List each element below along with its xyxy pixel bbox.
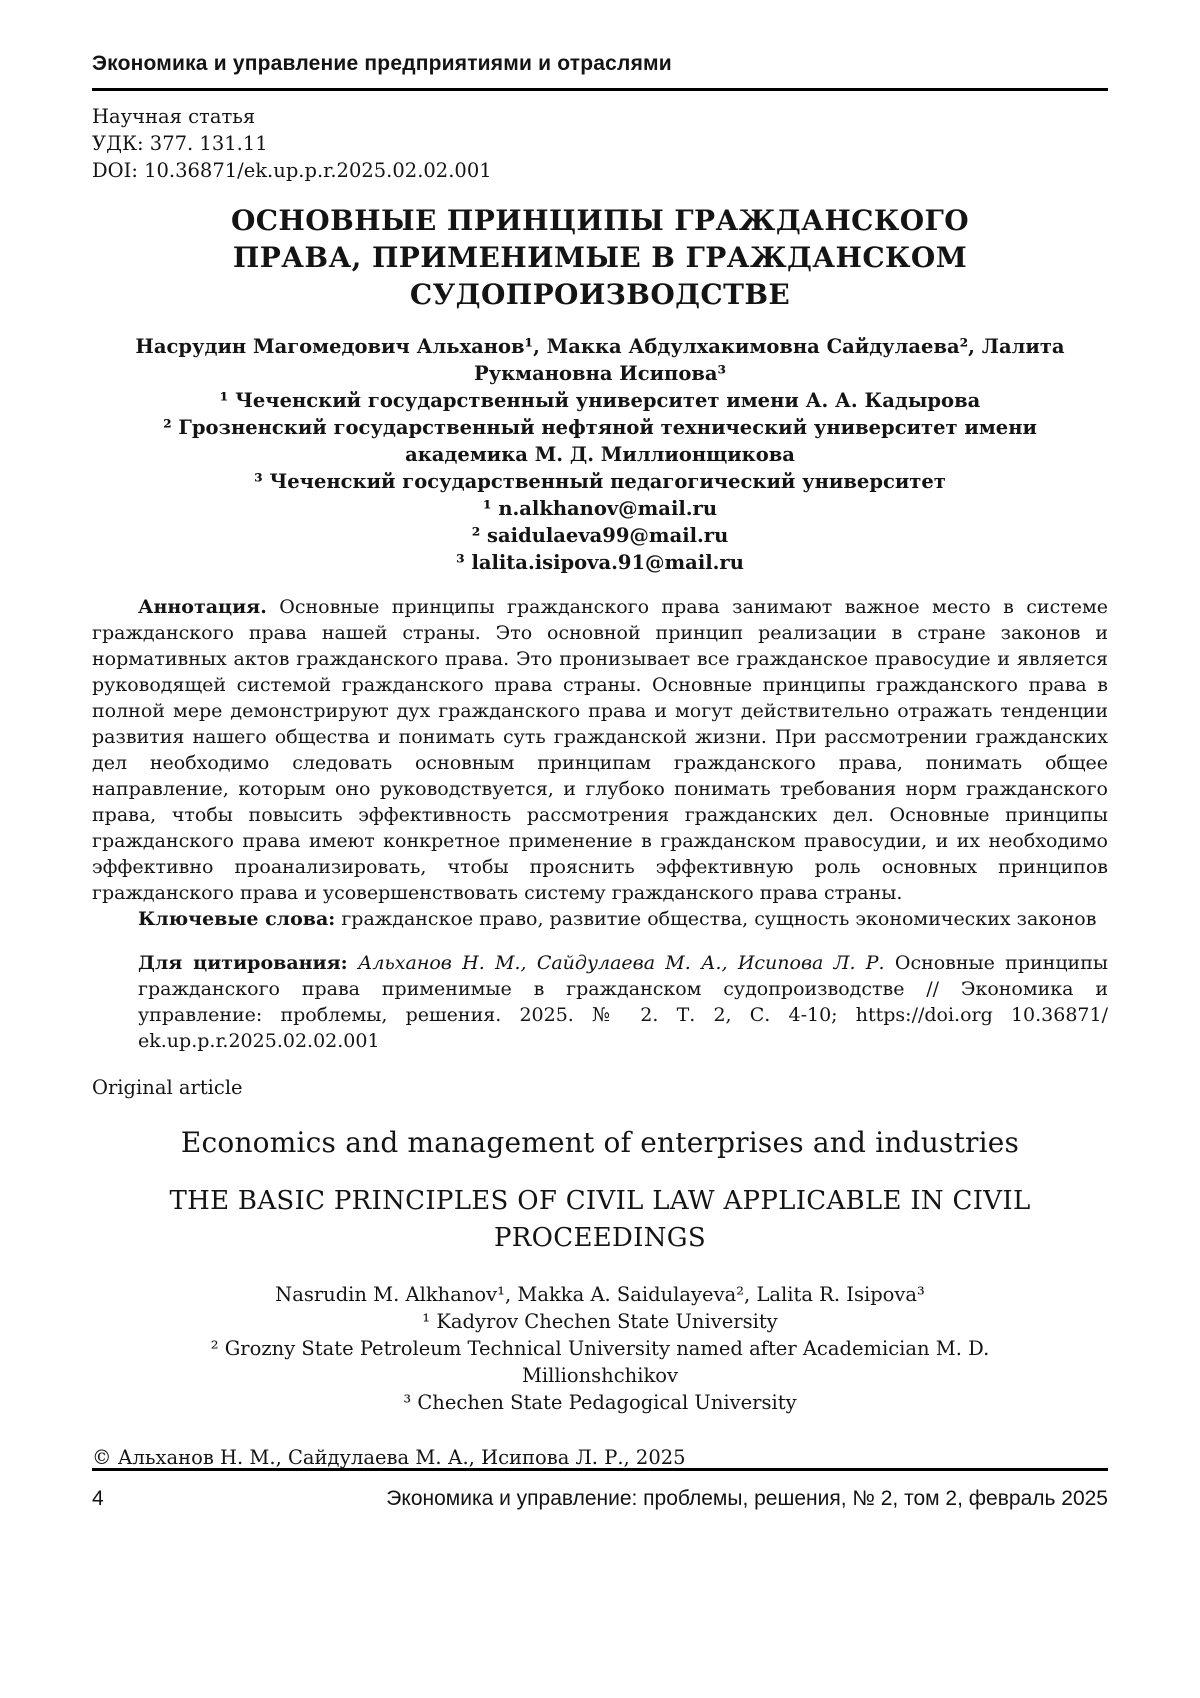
doi-number: DOI: 10.36871/ek.up.p.r.2025.02.02.001 [92,159,492,182]
author-email-3: ³ lalita.isipova.91@mail.ru [456,551,744,574]
citation-authors: Альханов Н. М., Сайдулаева М. А., Исипова Л. Р. [347,952,885,974]
keywords-text: гражданское право, развитие общества, сущность экономических законов [335,908,1097,930]
affiliation-en-2: ² Grozny State Petroleum Technical University named after Academician M. D. Millionshchikov [210,1337,990,1387]
authors-block-ru [92,333,1108,576]
citation-paragraph [138,950,1108,1054]
copyright-line: © Альханов Н. М., Сайдулаева М. А., Исипова Л. Р., 2025 [92,1446,686,1469]
udk-number: УДК: 377. 131.11 [92,132,268,155]
citation-label: Для цитирования: [138,952,348,974]
article-title-en: THE BASIC PRINCIPLES OF CIVIL LAW APPLICABLE IN CIVIL PROCEEDINGS [169,1186,1031,1253]
keywords-paragraph [92,906,1108,932]
affiliation-en-1: ¹ Kadyrov Chechen State University [422,1310,778,1333]
keywords-label: Ключевые слова: [138,908,336,930]
article-type-label: Научная статья [92,105,256,128]
article-meta [92,103,1108,184]
original-article-label: Original article [92,1076,243,1099]
affiliation-ru-2: ² Грозненский государственный нефтяной технический университет имени академика М. Д. Миллионщикова [163,416,1037,466]
authors-ru: Насрудин Магомедович Альханов¹, Макка Абдулхакимовна Сайдулаева², Лалита Рукмановна Исипова³ [135,335,1065,385]
affiliation-ru-1: ¹ Чеченский государственный университет имени А. А. Кадырова [219,389,981,412]
affiliation-ru-3: ³ Чеченский государственный педагогический университет [254,470,946,493]
page-footer [92,1468,1108,1511]
page-number: 4 [92,1487,104,1510]
authors-block-en [130,1281,1070,1416]
affiliation-en-3: ³ Chechen State Pedagogical University [403,1391,797,1414]
journal-info: Экономика и управление: проблемы, решения, № 2, том 2, февраль 2025 [386,1487,1108,1510]
article-title-ru: ОСНОВНЫЕ ПРИНЦИПЫ ГРАЖДАНСКОГО ПРАВА, ПРИМЕНИМЫЕ В ГРАЖДАНСКОМ СУДОПРОИЗВОДСТВЕ [230,204,970,311]
running-head [92,52,1108,91]
citation-text: Основные принципы гражданского права применимые в гражданском судопроизводстве // Экономика и управление: проблемы, решения. 2025. № 2. Т. 2, С. 4-10; https://doi.org 10.36871/ ek.up.p.r.2025.02.02.001 [138,952,1109,1052]
authors-en: Nasrudin M. Alkhanov¹, Makka A. Saidulayeva², Lalita R. Isipova³ [275,1283,925,1306]
section-title-en: Economics and management of enterprises and industries [180,1126,1020,1159]
abstract-label: Аннотация. [138,596,267,618]
abstract-text: Основные принципы гражданского права занимают важное место в системе гражданского права нашей страны. Это основной принцип реализации в стране законов и нормативных актов гражданского права. Это пронизывает все гражданское правосудие и является руководящей системой гражданского права страны. Основные принципы гражданского права в полной мере демонстрируют дух гражданского права и могут действительно отражать тенденции развития нашего общества и понимать суть гражданской жизни. При рассмотрении гражданских дел необходимо следовать основным принципам гражданского права, понимать общее направление, которым оно руководствуется, и глубоко понимать требования норм гражданского права, чтобы повысить эффективность рассмотрения гражданских дел. Основные принципы гражданского права имеют конкретное применение в гражданском правосудии, и их необходимо эффективно проанализировать, чтобы прояснить эффективную роль основных принципов гражданского права и усовершенствовать систему гражданского права страны. [92,596,1108,904]
author-email-2: ² saidulaeva99@mail.ru [471,524,729,547]
running-head-title: Экономика и управление предприятиями и отраслями [92,52,672,75]
author-email-1: ¹ n.alkhanov@mail.ru [483,497,717,520]
abstract-paragraph [92,594,1108,906]
